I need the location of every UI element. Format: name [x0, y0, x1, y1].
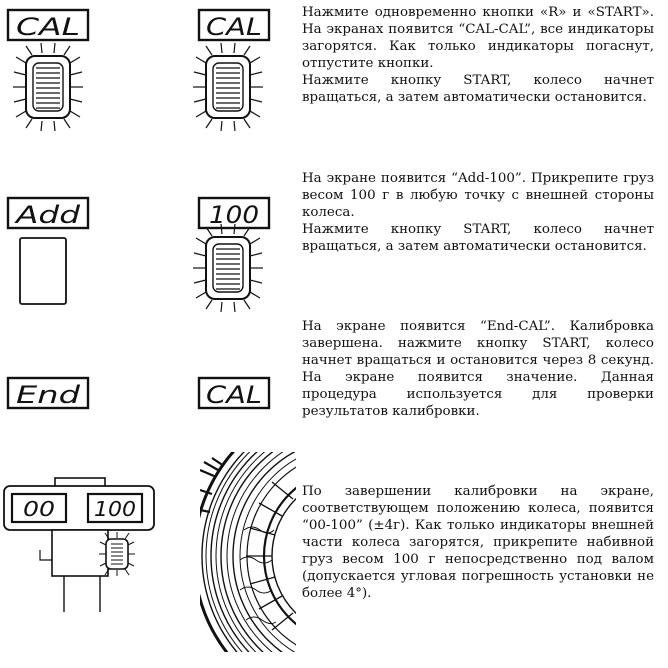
display-step4-right-text: 100 [94, 497, 136, 521]
instruction-text: Нажмите кнопку START, колесо начнет вращаться, а затем автоматически остановится. [302, 222, 654, 254]
instruction-text: На экране появится “Add-100”. Прикрепите груз весом 100 г в любую точку с внешней стороны колеса. [302, 171, 654, 220]
display-step1-left-text: CAL [16, 13, 80, 41]
instruction-text: По завершении калибровки на экране, соответствующем положению колеса, появится “00-100” (±4г). Как только индикаторы внешней части колеса загорятся, прикрепите набивной груз весом 100 г непосредственно под валом (допускается угловая погрешность установки не более 4°). [302, 484, 654, 601]
display-step4-left-text: 00 [23, 497, 55, 521]
display-step1-left [8, 10, 88, 41]
instruction-text: Нажмите одновременно кнопки «R» и «START». На экранах появится “CAL-CAL”, все индикаторы загорятся. Как только индикаторы погаснут, отпустите кнопки. [302, 5, 654, 71]
display-step2-left [8, 198, 88, 229]
display-step3-right [199, 378, 269, 409]
indicator-off-icon [20, 238, 66, 304]
indicator-glowing-icon [193, 43, 263, 131]
instruction-text: На экране появится “End-CAL”. Калибровка завершена. нажмите кнопку START, колесо начнет вращаться и остановится через 8 секунд. На экране появится значение. Данная процедура используется для проверки результатов калибровки. [302, 319, 654, 419]
display-step3-left-text: End [16, 381, 82, 409]
display-step1-right [199, 10, 269, 41]
display-step3-left [8, 378, 88, 409]
instruction-text: Нажмите кнопку START, колесо начнет вращаться, а затем автоматически остановится. [302, 73, 654, 105]
display-step3-right-text: CAL [206, 381, 262, 409]
instruction-step3 [302, 318, 654, 420]
instruction-step4 [302, 483, 654, 602]
display-step2-right [199, 198, 269, 229]
instruction-step1 [302, 4, 654, 106]
display-step4-right [88, 494, 142, 522]
display-step1-right-text: CAL [206, 13, 262, 41]
display-step2-left-text: Add [13, 201, 82, 229]
display-step2-right-text: 100 [209, 201, 259, 229]
indicator-glowing-icon [193, 224, 263, 312]
indicator-glowing-icon [13, 43, 83, 131]
instruction-step2 [302, 170, 654, 255]
display-step4-left [12, 494, 66, 522]
